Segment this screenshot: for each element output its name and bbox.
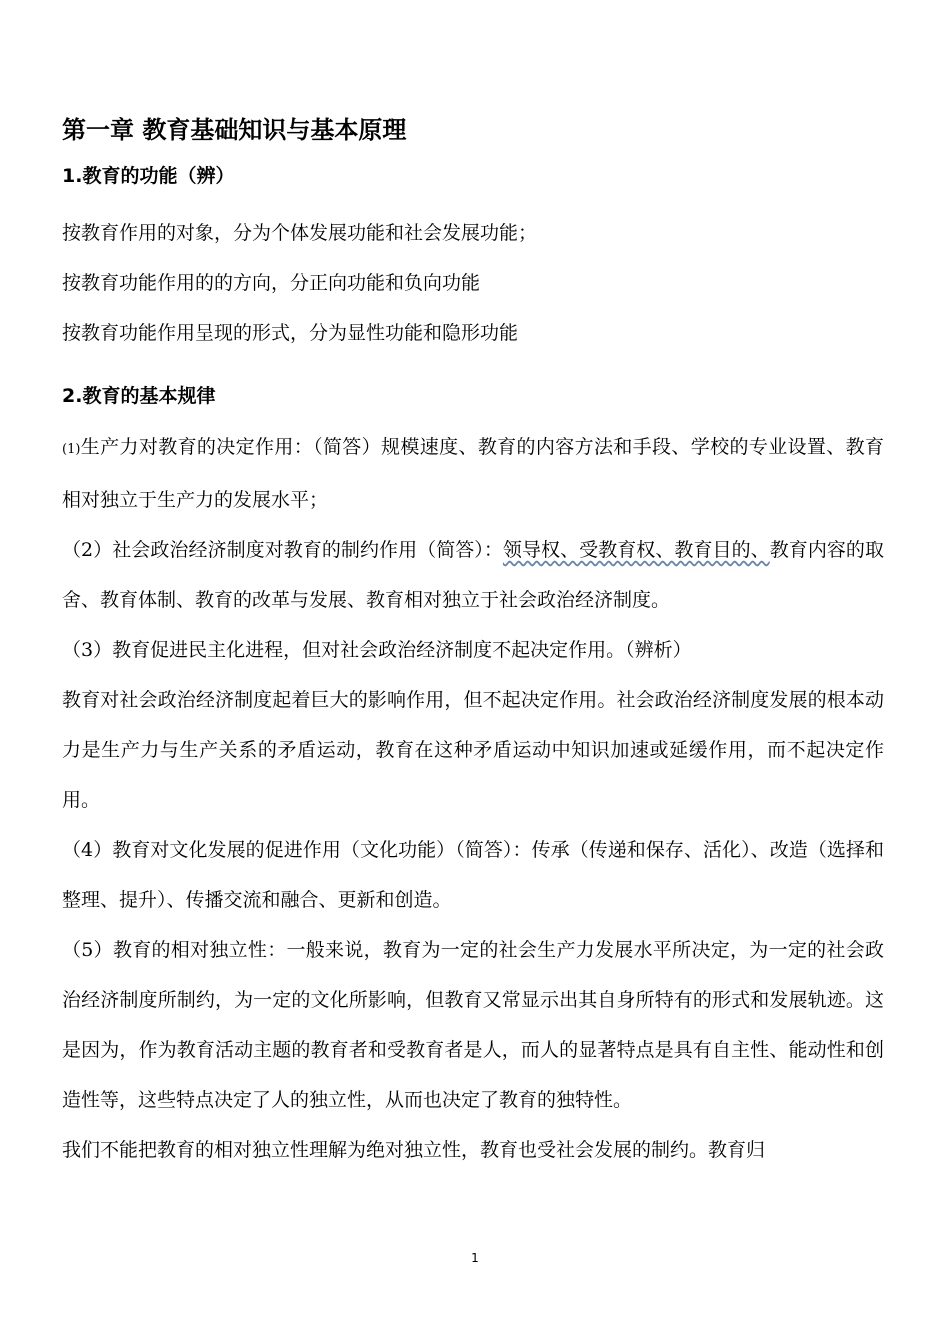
page-content bbox=[62, 110, 884, 1175]
law-item-2 bbox=[62, 525, 884, 625]
law-item-4: （4）教育对文化发展的促进作用（文化功能）（简答）：传承（传递和保存、活化）、改造（选择和整理、提升）、传播交流和融合、更新和创造。 bbox=[62, 839, 884, 911]
chapter-title: 第一章 教育基础知识与基本原理 bbox=[62, 116, 407, 144]
last-line: 我们不能把教育的相对独立性理解为绝对独立性，教育也受社会发展的制约。教育归 bbox=[62, 1139, 766, 1161]
law-item-5: （5）教育的相对独立性：一般来说，教育为一定的社会生产力发展水平所决定，为一定的社会政治经济制度所制约，为一定的文化所影响，但教育又常显示出其自身所特有的形式和发展轨迹。这是因为，作为教育活动主题的教育者和受教育者是人，而人的显著特点是具有自主性、能动性和创造性等，这些特点决定了人的独立性，从而也决定了教育的独特性。 bbox=[62, 939, 884, 1111]
function-line-3: 按教育功能作用呈现的形式，分为显性功能和隐形功能 bbox=[62, 322, 519, 344]
law-item-3-heading: （3）教育促进民主化进程，但对社会政治经济制度不起决定作用。（辨析） bbox=[62, 639, 692, 661]
law-item-3-text: 教育对社会政治经济制度起着巨大的影响作用，但不起决定作用。社会政治经济制度发展的根本动力是生产力与生产关系的矛盾运动，教育在这种矛盾运动中知识加速或延缓作用，而不起决定作用。 bbox=[62, 689, 884, 811]
page-number: 1 bbox=[471, 1251, 479, 1265]
law-item-1 bbox=[62, 422, 884, 525]
law-item-2-text-before: （2）社会政治经济制度对教育的制约作用（简答）： bbox=[62, 539, 503, 561]
function-line-1: 按教育作用的对象，分为个体发展功能和社会发展功能； bbox=[62, 222, 538, 244]
function-line-2: 按教育功能作用的的方向，分正向功能和负向功能 bbox=[62, 272, 481, 294]
law-item-2-text-after: 教育内容的取舍、教育体制、教育的改革与发展、教育相对独立于社会政治经济制度。 bbox=[62, 539, 884, 611]
law-item-2-underlined-text: 领导权、受教育权、教育目的、 bbox=[502, 539, 770, 561]
law-item-1-marker: (1) bbox=[62, 442, 81, 457]
law-item-1-text: 生产力对教育的决定作用：（简答）规模速度、教育的内容方法和手段、学校的专业设置、教育相对独立于生产力的发展水平； bbox=[62, 436, 884, 511]
section-heading-education-functions: 1.教育的功能（辨） bbox=[62, 165, 235, 187]
section-heading-basic-laws: 2.教育的基本规律 bbox=[62, 385, 216, 407]
